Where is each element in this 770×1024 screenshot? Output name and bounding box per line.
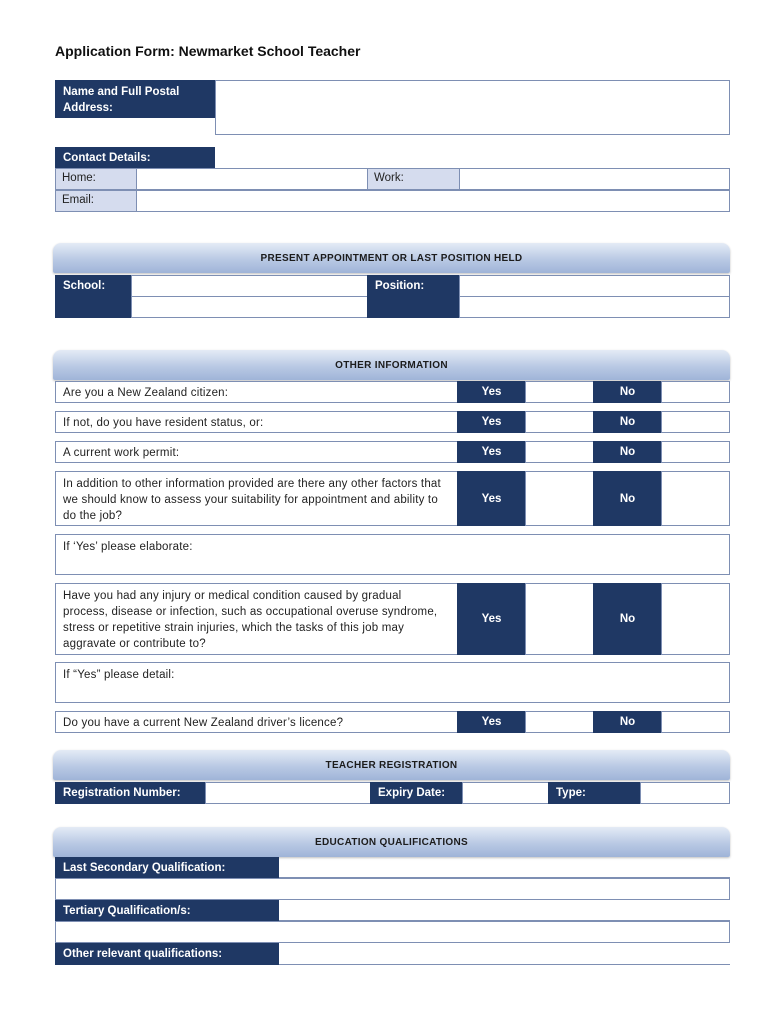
licence-yes-box[interactable] — [525, 711, 594, 733]
resident-no-box[interactable] — [661, 411, 730, 433]
citizen-yes-label: Yes — [457, 381, 526, 403]
citizen-yes-box[interactable] — [525, 381, 594, 403]
detail-field[interactable]: If “Yes” please detail: — [55, 662, 730, 703]
secondary-qualification-label: Last Secondary Qualification: — [55, 857, 279, 878]
secondary-qualification-field[interactable] — [279, 857, 730, 878]
home-phone-field[interactable] — [136, 168, 368, 190]
name-address-label: Name and Full Postal Address: — [55, 80, 215, 118]
other-factors-no-box[interactable] — [661, 471, 730, 526]
resident-yes-label: Yes — [457, 411, 526, 433]
position-field-line2[interactable] — [459, 296, 730, 318]
permit-yes-label: Yes — [457, 441, 526, 463]
other-factors-yes-box[interactable] — [525, 471, 594, 526]
other-qualifications-label: Other relevant qualifications: — [55, 943, 279, 965]
other-qualifications-field[interactable] — [279, 943, 730, 965]
resident-yes-box[interactable] — [525, 411, 594, 433]
licence-yes-label: Yes — [457, 711, 526, 733]
contact-details-label: Contact Details: — [55, 147, 215, 168]
resident-no-label: No — [593, 411, 662, 433]
work-phone-field[interactable] — [459, 168, 730, 190]
present-appointment-heading: PRESENT APPOINTMENT OR LAST POSITION HELD — [53, 243, 730, 273]
registration-number-field[interactable] — [205, 782, 371, 804]
citizen-no-box[interactable] — [661, 381, 730, 403]
resident-question: If not, do you have resident status, or: — [55, 411, 458, 433]
tertiary-qualification-field-line2[interactable] — [55, 921, 730, 943]
school-field-line2[interactable] — [131, 296, 368, 318]
other-factors-yes-label: Yes — [457, 471, 526, 526]
licence-question: Do you have a current New Zealand driver’s licence? — [55, 711, 458, 733]
education-qualifications-heading: EDUCATION QUALIFICATIONS — [53, 827, 730, 857]
other-factors-question: In addition to other information provided are there any other factors that we should know to assess your suitability for appointment and ability to do the job? — [55, 471, 458, 526]
tertiary-qualification-field[interactable] — [279, 900, 730, 921]
permit-yes-box[interactable] — [525, 441, 594, 463]
injury-no-label: No — [593, 583, 662, 655]
expiry-date-label: Expiry Date: — [370, 782, 463, 804]
page-title: Application Form: Newmarket School Teacher — [55, 43, 361, 59]
permit-question: A current work permit: — [55, 441, 458, 463]
injury-question: Have you had any injury or medical condition caused by gradual process, disease or infection, such as occupational overuse syndrome, stress or repetitive strain injuries, which the tasks of this job may aggravate or contribute to? — [55, 583, 458, 655]
other-factors-no-label: No — [593, 471, 662, 526]
name-address-field[interactable] — [215, 80, 730, 135]
school-label: School: — [55, 275, 132, 318]
permit-no-label: No — [593, 441, 662, 463]
school-field[interactable] — [131, 275, 368, 297]
home-label: Home: — [55, 168, 137, 190]
citizen-no-label: No — [593, 381, 662, 403]
email-label: Email: — [55, 190, 137, 212]
email-field[interactable] — [136, 190, 730, 212]
licence-no-box[interactable] — [661, 711, 730, 733]
elaborate-field[interactable]: If ‘Yes’ please elaborate: — [55, 534, 730, 575]
type-label: Type: — [548, 782, 641, 804]
position-field[interactable] — [459, 275, 730, 297]
type-field[interactable] — [640, 782, 730, 804]
citizen-question: Are you a New Zealand citizen: — [55, 381, 458, 403]
work-label: Work: — [367, 168, 460, 190]
teacher-registration-heading: TEACHER REGISTRATION — [53, 750, 730, 780]
injury-yes-box[interactable] — [525, 583, 594, 655]
permit-no-box[interactable] — [661, 441, 730, 463]
secondary-qualification-field-line2[interactable] — [55, 878, 730, 900]
licence-no-label: No — [593, 711, 662, 733]
registration-number-label: Registration Number: — [55, 782, 206, 804]
other-information-heading: OTHER INFORMATION — [53, 350, 730, 380]
injury-no-box[interactable] — [661, 583, 730, 655]
injury-yes-label: Yes — [457, 583, 526, 655]
position-label: Position: — [367, 275, 460, 318]
tertiary-qualification-label: Tertiary Qualification/s: — [55, 900, 279, 921]
expiry-date-field[interactable] — [462, 782, 549, 804]
